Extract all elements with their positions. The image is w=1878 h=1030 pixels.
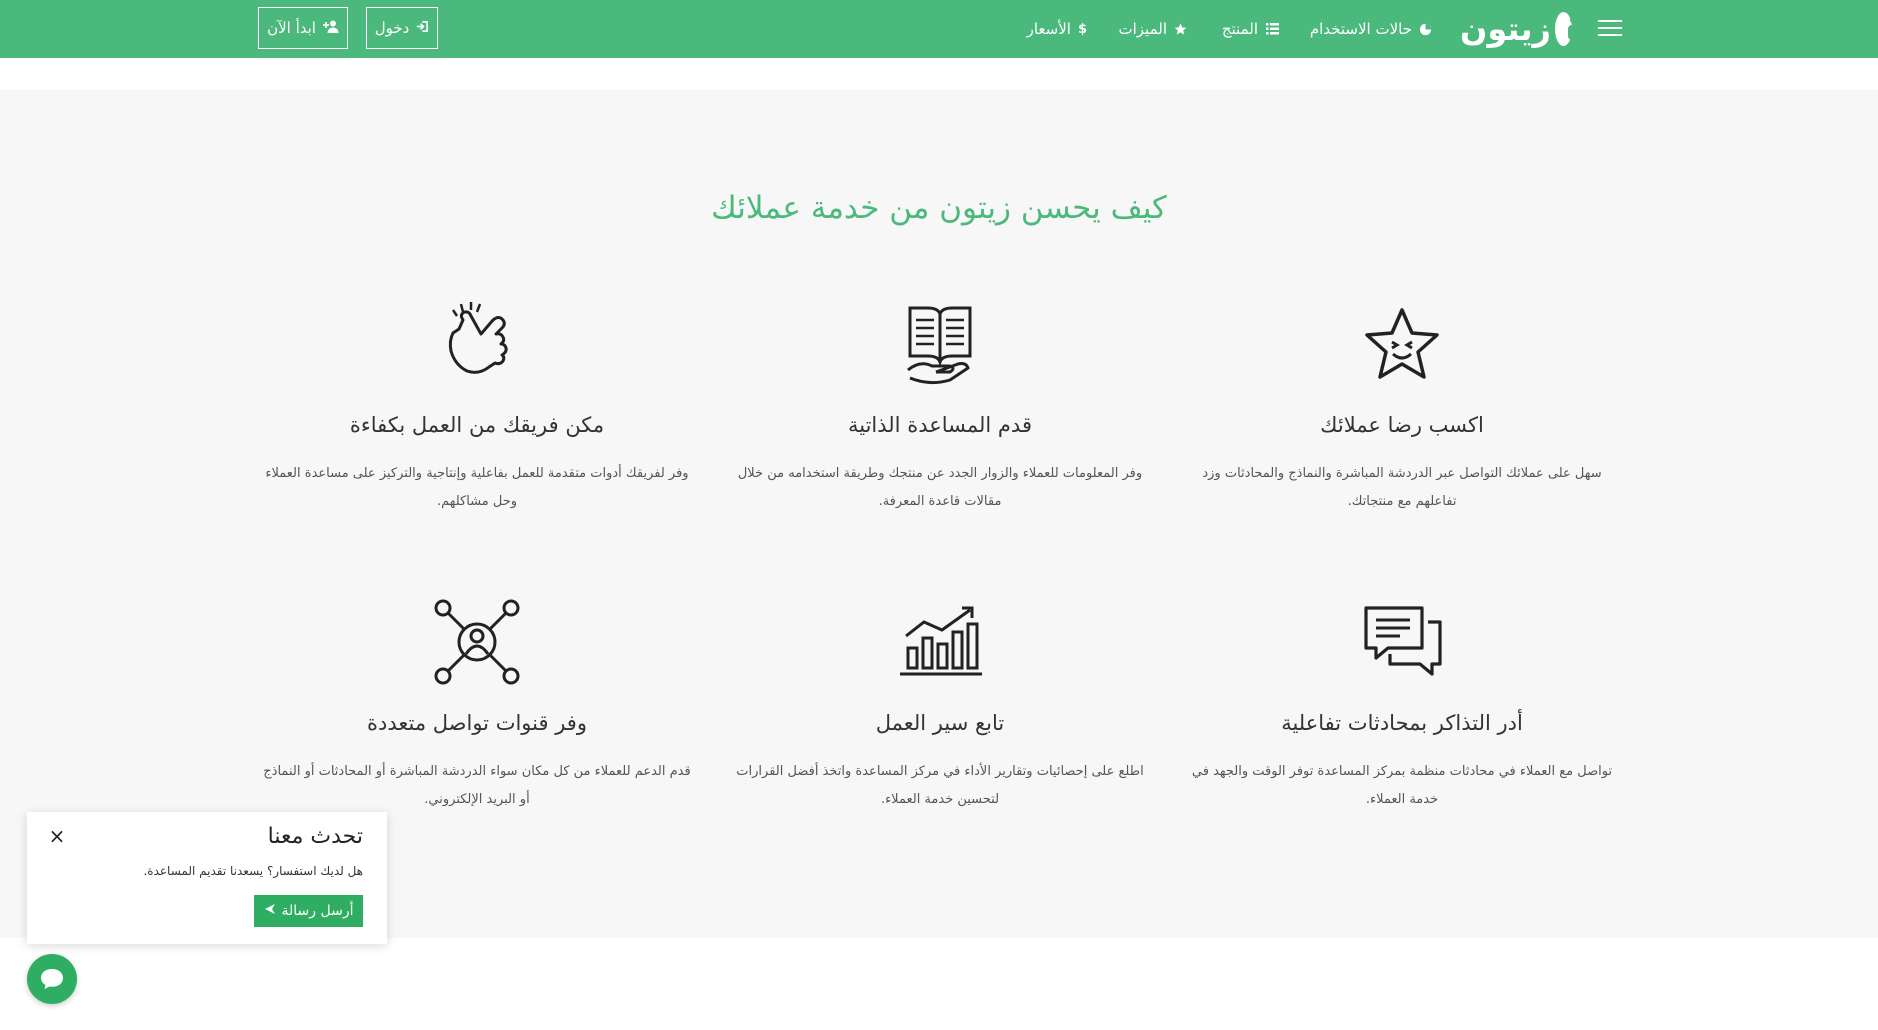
chat-bubbles-icon [1358, 598, 1446, 686]
nav-item-use-cases[interactable] [1309, 17, 1432, 41]
star-face-icon [1358, 300, 1446, 388]
dollar-icon: $ [1077, 21, 1087, 37]
feature-card [720, 300, 1160, 516]
network-user-icon [433, 598, 521, 686]
send-message-button[interactable] [254, 895, 363, 927]
feature-card [257, 598, 697, 814]
feature-description: تواصل مع العملاء في محادثات منظمة بمركز المساعدة توفر الوقت والجهد في خدمة العملاء. [1191, 764, 1613, 807]
feature-description: سهل على عملائك التواصل عبر الدردشة المباشرة والنماذج والمحادثات وزد تفاعلهم مع منتجاتك. [1202, 466, 1602, 509]
top-spacer [0, 58, 1878, 90]
logo[interactable] [1460, 6, 1572, 52]
chat-popup [27, 812, 387, 944]
logo-text: زيتون [1460, 10, 1551, 48]
user-plus-icon [323, 19, 339, 37]
features-section [0, 90, 1878, 938]
login-button[interactable] [366, 7, 438, 49]
nav-item-label: حالات الاستخدام [1309, 20, 1412, 38]
feature-card [720, 598, 1160, 814]
feature-title: قدم المساعدة الذاتية [847, 413, 1032, 437]
send-icon [264, 903, 276, 919]
feature-card [257, 300, 697, 516]
feature-card [1182, 300, 1622, 516]
feature-description: وفر لفريقك أدوات متقدمة للعمل بفاعلية وإنتاجية والتركيز على مساعدة العملاء وحل مشاكلهم. [265, 466, 689, 509]
feature-description: اطلع على إحصائيات وتقارير الأداء في مركز المساعدة واتخذ أفضل القرارات لتحسين خدمة العملاء. [736, 764, 1144, 807]
chat-icon [39, 967, 65, 991]
feature-card [1182, 598, 1622, 814]
pie-chart-icon [1419, 22, 1432, 36]
feature-title: أدر التذاكر بمحادثات تفاعلية [1281, 711, 1523, 735]
top-navbar [0, 0, 1878, 58]
feature-title: اكسب رضا عملائك [1320, 413, 1484, 437]
close-icon[interactable]: × [48, 824, 66, 848]
snap-hand-icon [433, 300, 521, 388]
nav-item-pricing[interactable] [1027, 17, 1087, 41]
send-label: أرسل رسالة [281, 903, 354, 919]
nav-item-product[interactable] [1219, 17, 1279, 41]
list-icon [1265, 22, 1279, 36]
section-title: كيف يحسن زيتون من خدمة عملائك [711, 190, 1167, 226]
feature-title: وفر قنوات تواصل متعددة [367, 711, 587, 735]
open-book-hand-icon [896, 300, 984, 388]
chat-question: هل لديك استفسار؟ يسعدنا تقديم المساعدة. [143, 864, 363, 878]
sign-in-icon [416, 19, 429, 37]
feature-title: مكن فريقك من العمل بكفاءة [349, 413, 605, 437]
chat-launcher-button[interactable] [27, 954, 77, 1004]
menu-icon[interactable] [1598, 18, 1624, 38]
nav-item-label: الميزات [1118, 20, 1167, 38]
start-now-button[interactable] [258, 7, 348, 49]
feature-description: وفر المعلومات للعملاء والزوار الجدد عن منتجك وطريقة استخدامه من خلال مقالات قاعدة المعرفة. [737, 466, 1143, 509]
start-label: ابدأ الآن [267, 19, 316, 37]
nav-item-label: الأسعار [1026, 20, 1071, 38]
chat-title: تحدث معنا [267, 824, 363, 849]
feature-description: قدم الدعم للعملاء من كل مكان سواء الدردشة المباشرة أو المحادثات أو النماذج أو البريد الإلكتروني. [263, 764, 691, 807]
growth-chart-icon [896, 598, 984, 686]
feature-title: تابع سير العمل [875, 711, 1005, 735]
logo-mark-icon [1555, 12, 1572, 46]
nav-item-label: المنتج [1221, 20, 1258, 38]
star-icon [1174, 22, 1187, 36]
login-label: دخول [374, 19, 410, 37]
nav-item-features[interactable] [1118, 17, 1187, 41]
